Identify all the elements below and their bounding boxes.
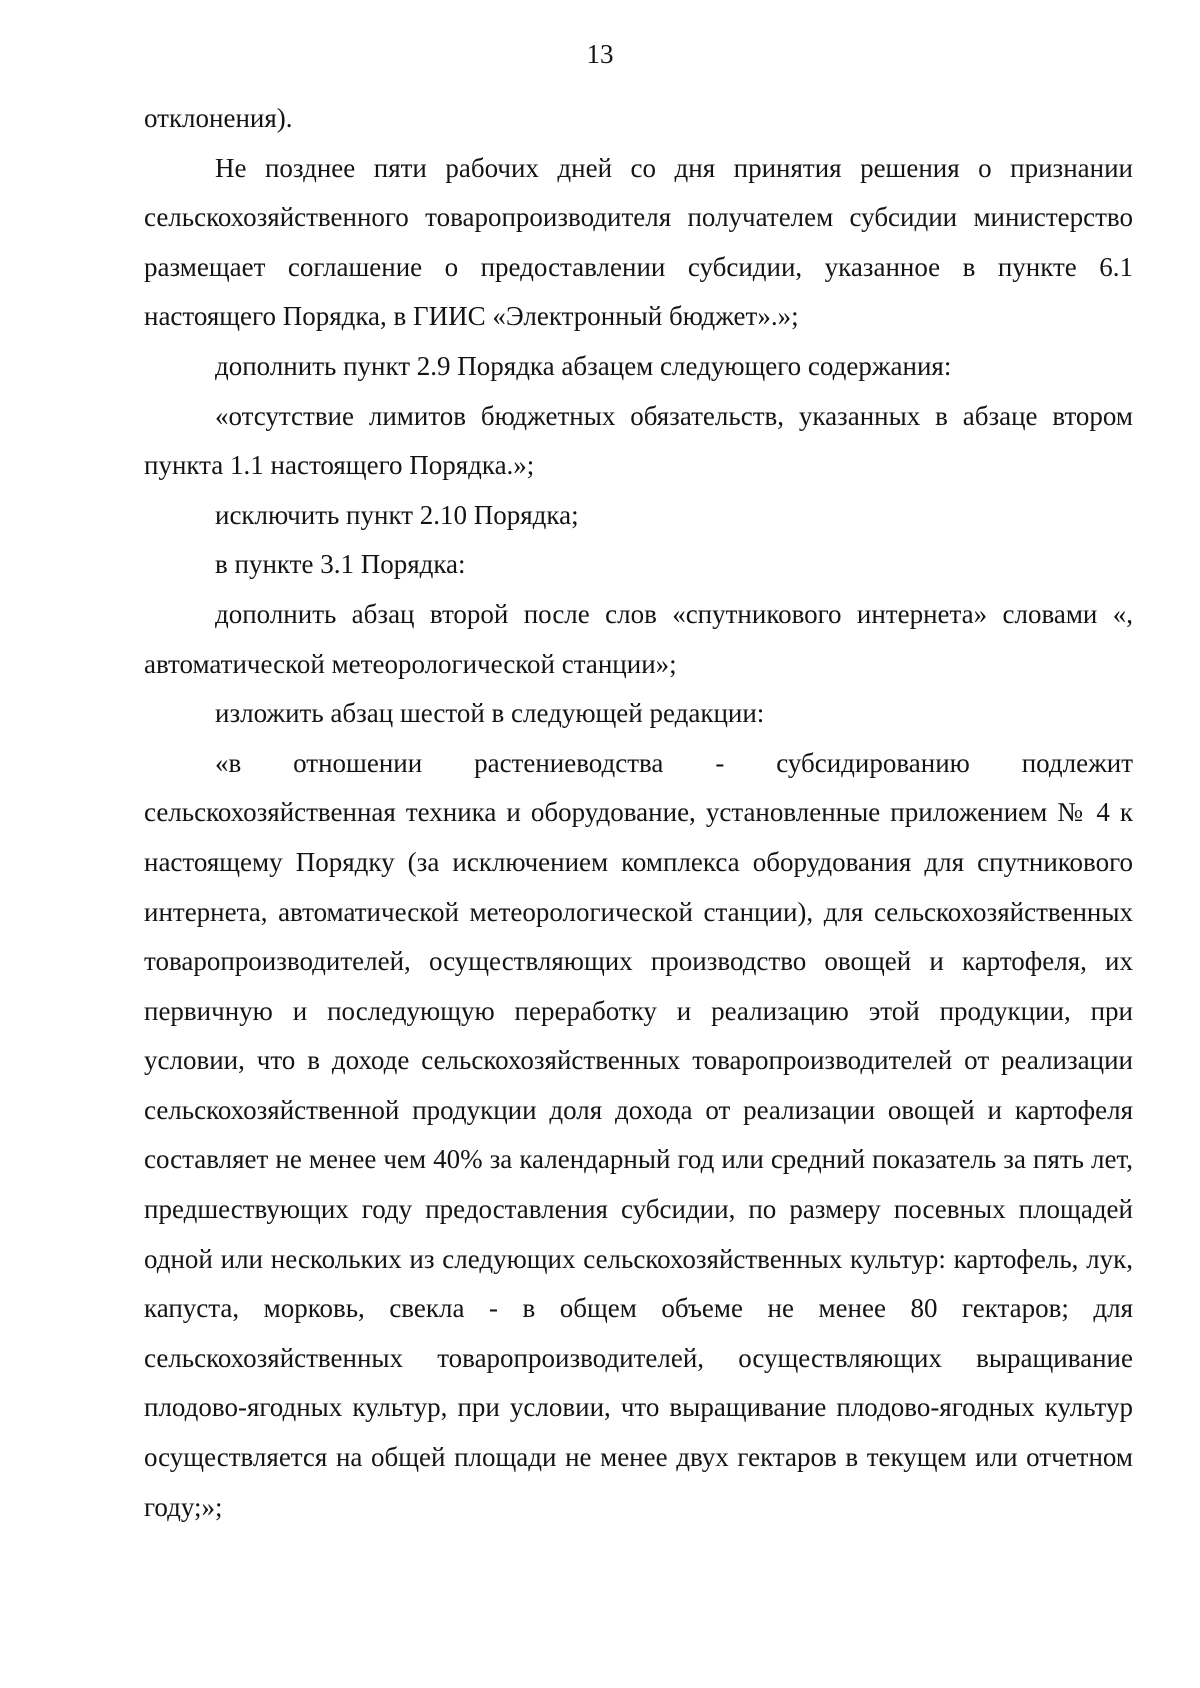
paragraph-continuation: отклонения). [144, 103, 293, 133]
paragraph-add-words: дополнить абзац второй после слов «спутникового интернета» словами «, автоматической метеорологической станции»; [144, 598, 1133, 679]
document-body [144, 94, 1133, 1532]
paragraph-agreement-placement: Не позднее пяти рабочих дней со дня принятия решения о признании сельскохозяйственного товаропроизводителя получателем субсидии министерство размещает соглашение о предоставлении субсидии, указанное в пункте 6.1 настоящего Порядка, в ГИИС «Электронный бюджет».»; [144, 152, 1133, 332]
page-number: 13 [586, 39, 614, 69]
paragraph-amend-2-9: дополнить пункт 2.9 Порядка абзацем следующего содержания: [215, 350, 952, 381]
paragraph-restate-sixth: изложить абзац шестой в следующей редакции: [215, 698, 765, 729]
paragraph-exclude-2-10: исключить пункт 2.10 Порядка; [215, 499, 579, 530]
paragraph-point-3-1: в пункте 3.1 Порядка: [215, 549, 466, 580]
paragraph-crop-production: «в отношении растениеводства - субсидированию подлежит сельскохозяйственная техника и оборудование, установленные приложением № 4 к настоящему Порядку (за исключением комплекса оборудования для спутникового интернета, автоматической метеорологической станции), для сельскохозяйственных товаропроизводителей, осуществляющих производство овощей и картофеля, их первичную и последующую переработку и реализацию этой продукции, при условии, что в доходе сельскохозяйственных товаропроизводителей от реализации сельскохозяйственной продукции доля дохода от реализации овощей и картофеля составляет не менее чем 40% за календарный год или средний показатель за пять лет, предшествующих году предоставления субсидии, по размеру посевных площадей одной или нескольких из следующих сельскохозяйственных культур: картофель, лук, капуста, морковь, свекла - в общем объеме не менее 80 гектаров; для сельскохозяйственных товаропроизводителей, осуществляющих выращивание плодово-ягодных культур, при условии, что выращивание плодово-ягодных культур осуществляется на общей площади не менее двух гектаров в текущем или отчетном году;»; [144, 747, 1133, 1522]
paragraph-quoted-limits: «отсутствие лимитов бюджетных обязательств, указанных в абзаце втором пункта 1.1 настоящего Порядка.»; [144, 400, 1133, 481]
